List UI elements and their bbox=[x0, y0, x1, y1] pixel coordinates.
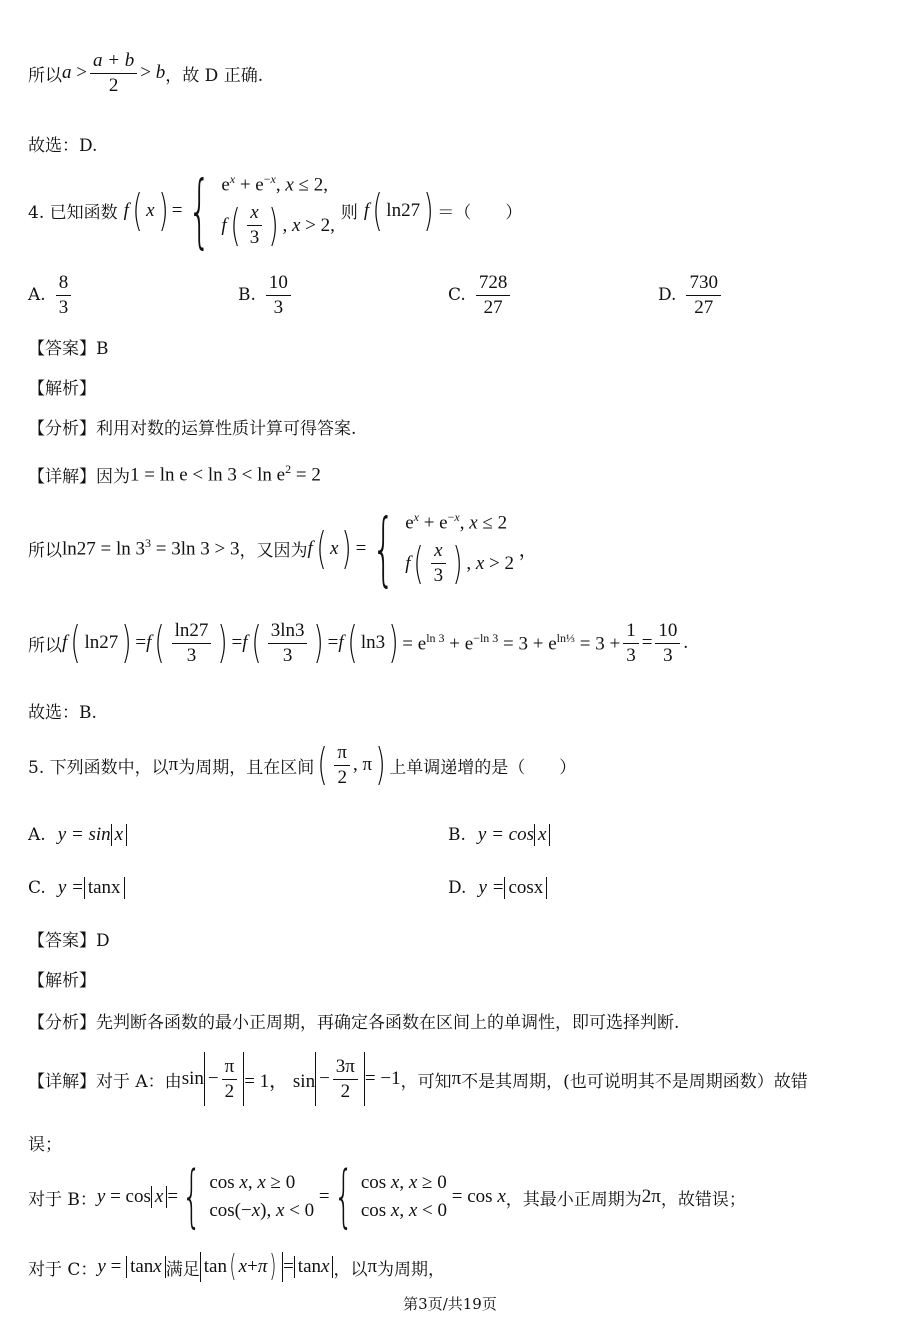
option-den: 3 bbox=[273, 296, 284, 318]
option-letter: A. bbox=[28, 285, 46, 306]
option-expr: y = sin bbox=[57, 824, 111, 845]
derivation-line-1: 所以 $\ln 27 = \ln 3^3 = 3\ln$ 3 > 3 ，又因为 f ( x ) = { $e^x + e^{-x}$, x ≤ 2 f ( $\frac{x}{3}$ ) , x > 2 ， bbox=[28, 501, 538, 595]
text: 不是其周期，(也可说明其不是周期函数）故错 bbox=[461, 1071, 808, 1092]
option-arg: tanx bbox=[84, 877, 125, 899]
option-letter: A. bbox=[28, 825, 46, 845]
text: 所以 bbox=[28, 65, 62, 86]
question-4: 4. 已知函数 f ( x ) = { $e^x + e^{-x}$, x ≤ 2, f ( $\frac{x}{3}$ ) , x > 2, 则 f ( ln27 ) ＝（ ） bbox=[28, 163, 523, 257]
option-letter: B. bbox=[238, 285, 256, 306]
option-a-q5 bbox=[28, 824, 127, 846]
option-den: 27 bbox=[483, 296, 503, 318]
question-5: 5. 下列函数中，以 π 为周期，且在区间 ( $\frac{\pi}{2}$ , π ) 上单调递增的是（ ） bbox=[28, 739, 577, 791]
text: 对于 B： bbox=[28, 1189, 97, 1210]
fenxi-1: 【分析】利用对数的运算性质计算可得答案. bbox=[28, 419, 357, 439]
text: ，又因为 bbox=[239, 541, 308, 561]
choose-b-line: 故选：B. bbox=[28, 703, 97, 723]
option-num: 8 bbox=[56, 272, 72, 296]
text: 为周期，且在区间 bbox=[178, 757, 315, 778]
option-letter: C. bbox=[448, 285, 466, 306]
option-c bbox=[448, 272, 513, 319]
text: 【详解】因为 bbox=[28, 467, 130, 487]
text: 【详解】对于 A：由 bbox=[28, 1071, 182, 1092]
option-num: 10 bbox=[266, 272, 291, 296]
option-den: 3 bbox=[58, 296, 69, 318]
option-expr: y = cos bbox=[477, 824, 534, 845]
derivation-line-2: 所以 f ( ln27 ) = f ( $\frac{\ln 27}{3}$ ) = f ( $\frac{3\ln 3}{3}$ ) = f ( ln3 ) = $e^{ln 3} + e^{-ln 3} = 3 + e^{ln\frac{1}{3}} = 3$ + $\frac{1}{3}$ = $\frac{10}{3}$ . bbox=[28, 617, 689, 669]
option-den: 27 bbox=[694, 296, 714, 318]
choose-d-line: 故选：D. bbox=[28, 136, 98, 156]
xiangjie-1: 【详解】因为 $1 = \ln e < \ln 3 < \ln e^2 = 2$ bbox=[28, 462, 321, 487]
option-b-q5 bbox=[448, 824, 550, 846]
option-d-q5 bbox=[448, 877, 547, 899]
xiangjie-2-cont: 误； bbox=[28, 1135, 62, 1155]
option-arg: x bbox=[111, 824, 127, 846]
page-footer: 第3页/共19页 bbox=[403, 1295, 497, 1313]
option-arg: x bbox=[534, 824, 550, 846]
text: ，故 D 正确. bbox=[165, 65, 264, 86]
text: ，以 bbox=[333, 1259, 368, 1280]
text: 为周期， bbox=[377, 1259, 446, 1280]
option-c-q5 bbox=[28, 877, 125, 899]
option-b bbox=[238, 272, 294, 319]
option-arg: cosx bbox=[504, 877, 547, 899]
answer-label-2: 【答案】D bbox=[28, 931, 110, 951]
option-letter: C. bbox=[28, 878, 46, 898]
text: 对于 C： bbox=[28, 1259, 98, 1280]
xiangjie-2: 【详解】对于 A：由 sin − $\frac{\pi}{2}$ = 1， sin − $\frac{3\pi}{2}$ = −1 ，可知 π 不是其周期，(也可说明其不是周期函数）故错 bbox=[28, 1052, 808, 1106]
option-a bbox=[28, 272, 74, 319]
option-letter: D. bbox=[658, 285, 677, 306]
text: ＝（ ） bbox=[437, 203, 523, 223]
fenxi-2: 【分析】先判断各函数的最小正周期，再确定各函数在区间上的单调性，即可选择判断. bbox=[28, 1013, 680, 1033]
option-d bbox=[658, 272, 724, 319]
jiexi-label-1: 【解析】 bbox=[28, 379, 96, 399]
option-letter: D. bbox=[448, 878, 467, 898]
option-num: 728 bbox=[476, 272, 511, 296]
text: 所以 bbox=[28, 635, 62, 656]
option-num: 730 bbox=[686, 272, 721, 296]
text: 所以 bbox=[28, 541, 62, 561]
text: 则 bbox=[340, 203, 358, 223]
jiexi-label-2: 【解析】 bbox=[28, 971, 96, 991]
option-letter: B. bbox=[448, 825, 466, 845]
dui-b-line: 对于 B： y = cos x = { cos x, x ≥ 0 cos(−x), x < 0 = { cos x, x ≥ 0 cos x, x < 0 = cos x ，其最小正周期为 2π ，故错误； bbox=[28, 1157, 746, 1236]
text: 满足 bbox=[165, 1259, 200, 1280]
text: ，可知 bbox=[400, 1071, 452, 1092]
question-4-label: 4. 已知函数 bbox=[28, 203, 118, 223]
answer-label-1: 【答案】B bbox=[28, 339, 109, 359]
dui-c-line: 对于 C： y = tan x 满足 tan ( x + π ) = tan x ，以 π 为周期， bbox=[28, 1249, 446, 1284]
option-expr: y = bbox=[478, 877, 505, 898]
text: 上单调递增的是（ ） bbox=[389, 757, 577, 778]
text: ，故错误； bbox=[660, 1189, 746, 1210]
option-expr: y = bbox=[57, 877, 84, 898]
question-5-label: 5. 下列函数中，以 bbox=[28, 757, 169, 778]
text: ，其最小正周期为 bbox=[505, 1189, 642, 1210]
conclusion-line-d: 所以 a > $\frac{a + b}{2}$ > b ，故 D 正确. bbox=[28, 50, 264, 96]
